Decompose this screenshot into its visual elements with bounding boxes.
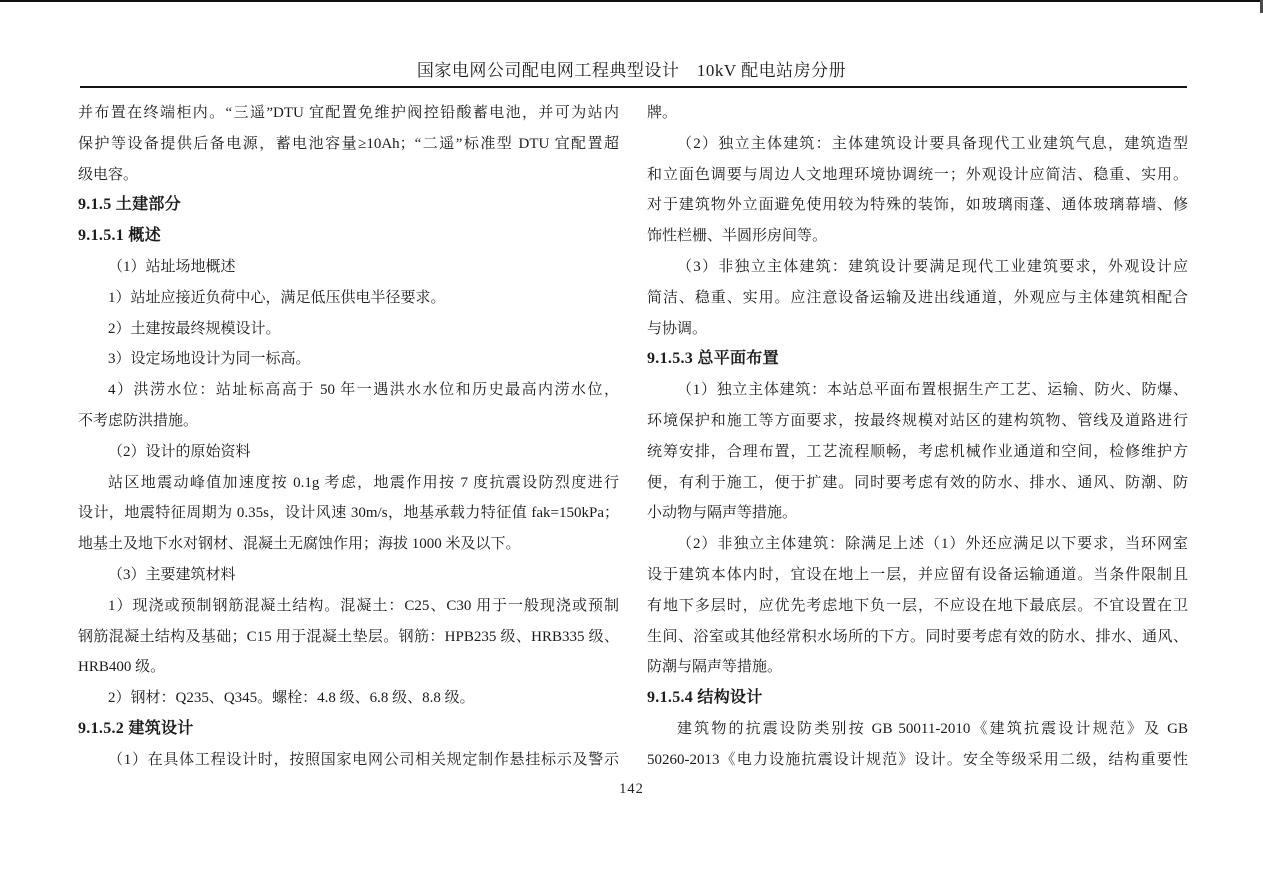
text-line: （2）非独立主体建筑：除满足上述（1）外还应满足以下要求，当环网室: [677, 536, 1188, 553]
text-line: （3）主要建筑材料: [108, 566, 236, 583]
text-line: 环境保护和施工等方面要求，按最终规模对站区的建构筑物、管线及道路进行: [647, 412, 1188, 429]
text-line: 小动物与隔声等措施。: [647, 505, 798, 522]
section-heading: 9.1.5 土建部分: [78, 196, 181, 214]
text-line: 1）现浇或预制钢筋混凝土结构。混凝土：C25、C30 用于一般现浇或预制: [108, 597, 619, 614]
text-line: 地基土及地下水对钢材、混凝土无腐蚀作用；海拔 1000 米及以下。: [78, 536, 521, 553]
text-line: 牌。: [647, 105, 678, 121]
text-line: （1）独立主体建筑：本站总平面布置根据生产工艺、运输、防火、防爆、: [677, 382, 1188, 399]
text-line: 站区地震动峰值加速度按 0.1g 考虑，地震作用按 7 度抗震设防烈度进行: [108, 474, 619, 491]
section-heading: 9.1.5.2 建筑设计: [78, 719, 194, 737]
text-line: 建筑物的抗震设防类别按 GB 50011-2010《建筑抗震设计规范》及 GB: [677, 720, 1188, 737]
section-heading: 9.1.5.3 总平面布置: [647, 350, 779, 368]
text-line: 1）站址应接近负荷中心，满足低压供电半径要求。: [108, 289, 446, 306]
text-line: 钢筋混凝土结构及基础；C15 用于混凝土垫层。钢筋：HPB235 级、HRB335 级、: [78, 628, 619, 645]
text-line: 防潮与隔声等措施。: [647, 659, 783, 676]
text-line: （1）在具体工程设计时，按照国家电网公司相关规定制作悬挂标示及警示: [108, 751, 619, 768]
right-column: [647, 98, 1188, 776]
text-line: 不考虑防洪措施。: [78, 412, 199, 429]
text-line: 设计，地震特征周期为 0.35s，设计风速 30m/s，地基承载力特征值 fak=150kPa；: [78, 505, 619, 522]
text-line: （2）设计的原始资料: [108, 443, 251, 460]
section-heading: 9.1.5.1 概述: [78, 227, 161, 245]
text-line: 保护等设备提供后备电源，蓄电池容量≥10Ah；“二遥”标准型 DTU 宜配置超: [78, 135, 619, 152]
text-line: 4）洪涝水位：站址标高高于 50 年一遇洪水水位和历史最高内涝水位，: [108, 382, 619, 399]
text-line: （1）站址场地概述: [108, 258, 236, 275]
text-line: 3）设定场地设计为同一标高。: [108, 351, 311, 368]
text-line: 生间、浴室或其他经常积水场所的下方。同时要考虑有效的防水、排水、通风、: [647, 628, 1188, 645]
text-line: 与协调。: [647, 320, 708, 337]
text-line: 2）土建按最终规模设计。: [108, 320, 281, 337]
text-line: 简洁、稳重、实用。应注意设备运输及进出线通道，外观应与主体建筑相配合: [647, 289, 1188, 306]
section-heading: 9.1.5.4 结构设计: [647, 689, 763, 707]
header-rule: [80, 86, 1187, 88]
text-line: 并布置在终端柜内。“三遥”DTU 宜配置免维护阀控铅酸蓄电池，并可为站内: [78, 105, 619, 121]
left-column: [78, 98, 619, 776]
page-header-title: 国家电网公司配电网工程典型设计 10kV 配电站房分册: [416, 61, 847, 80]
text-line: 设于建筑本体内时，宜设在地上一层，并应留有设备运输通道。当条件限制且: [647, 566, 1188, 583]
text-line: 和立面色调要与周边人文地理环境协调统一；外观设计应简洁、稳重、实用。: [647, 166, 1188, 183]
text-line: HRB400 级。: [78, 659, 166, 676]
text-line: 2）钢材：Q235、Q345。螺栓：4.8 级、6.8 级、8.8 级。: [108, 690, 475, 707]
text-line: 饰性栏栅、半圆形房间等。: [647, 228, 828, 245]
scan-artifact-top-edge: [0, 0, 1263, 2]
text-line: 级电容。: [78, 166, 139, 183]
text-line: 便，有利于施工，便于扩建。同时要考虑有效的防水、排水、通风、防潮、防: [647, 474, 1188, 491]
text-line: 50260-2013《电力设施抗震设计规范》设计。安全等级采用二级，结构重要性: [647, 751, 1188, 768]
text-line: （2）独立主体建筑：主体建筑设计要具备现代工业建筑气息，建筑造型: [677, 135, 1188, 152]
page-number: 142: [619, 781, 644, 797]
text-line: （3）非独立主体建筑：建筑设计要满足现代工业建筑要求，外观设计应: [677, 258, 1188, 275]
text-line: 对于建筑物外立面避免使用较为特殊的装饰，如玻璃雨蓬、通体玻璃幕墙、修: [647, 197, 1188, 214]
text-line: 有地下多层时，应优先考虑地下负一层，不应设在地下最底层。不宜设置在卫: [647, 597, 1188, 614]
text-line: 统筹安排，合理布置，工艺流程顺畅，考虑机械作业通道和空间，检修维护方: [647, 443, 1188, 460]
